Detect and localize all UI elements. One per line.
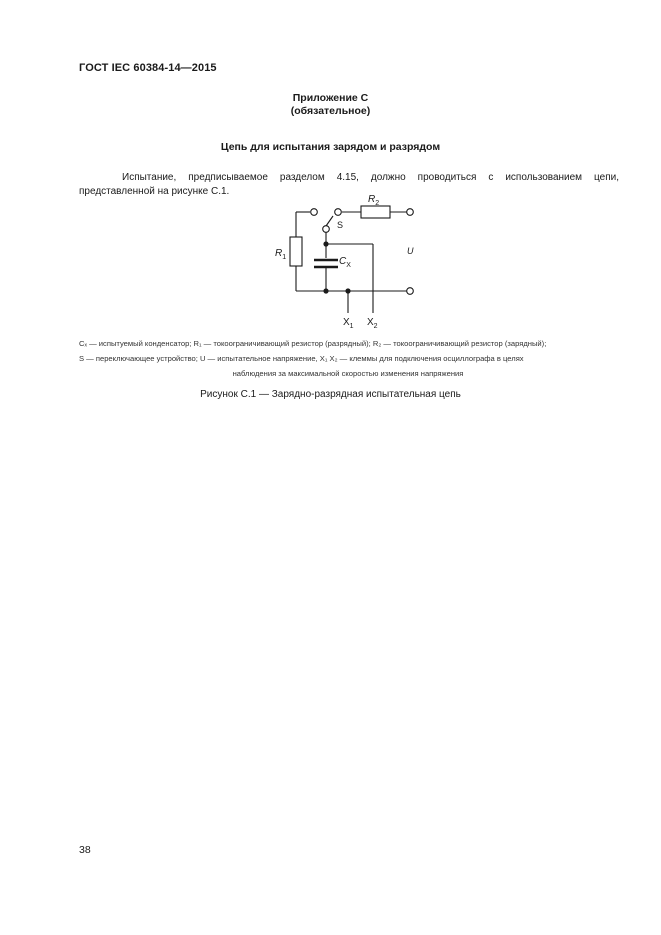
- annex-title: Приложение С: [292, 92, 369, 104]
- resistor-r1: [290, 237, 302, 266]
- legend-line-3: наблюдения за максимальной скоростью изменения напряжения: [232, 369, 464, 378]
- terminal-switch-pivot: [323, 226, 330, 233]
- switch-arm: [326, 216, 333, 226]
- terminal-switch-right: [335, 209, 342, 216]
- circuit-diagram: [0, 0, 661, 340]
- annex-status: (обязательное): [290, 105, 371, 117]
- label-switch: S: [337, 220, 344, 230]
- label-r2: $R_2$: [368, 194, 380, 207]
- legend-line-2: S — переключающее устройство; U — испытательное напряжение, X₁ X₂ — клеммы для подключения осциллографа в целях: [79, 354, 524, 363]
- junction-top: [323, 241, 328, 246]
- section-title: Цепь для испытания зарядом и разрядом: [220, 141, 441, 153]
- label-capacitor: $C_X$: [339, 256, 351, 269]
- figure-caption: Рисунок С.1 — Зарядно-разрядная испытательная цепь: [200, 389, 461, 400]
- label-r1: $R_1$: [275, 248, 287, 261]
- terminal-u-top: [407, 209, 414, 216]
- document-header: ГОСТ IEC 60384-14—2015: [79, 62, 217, 74]
- label-voltage-u: U: [407, 246, 414, 256]
- page-number: 38: [79, 844, 91, 856]
- legend-line-1: Cₓ — испытуемый конденсатор; R₁ — токоограничивающий резистор (разрядный); R₂ — токоограничивающий резистор (зарядный);: [79, 339, 547, 348]
- body-paragraph: Испытание, предписываемое разделом 4.15, должно проводиться с использованием цепи, представленной на рисунке С.1.: [79, 172, 619, 197]
- figure-legend: [79, 336, 617, 381]
- terminal-u-bottom: [407, 288, 414, 295]
- terminal-switch-left: [311, 209, 318, 216]
- label-x1: $X_1$: [343, 317, 354, 330]
- label-x2: $X_2$: [367, 317, 378, 330]
- junction-bottom-x1: [345, 288, 350, 293]
- resistor-r2: [361, 206, 390, 218]
- junction-bottom-left: [323, 288, 328, 293]
